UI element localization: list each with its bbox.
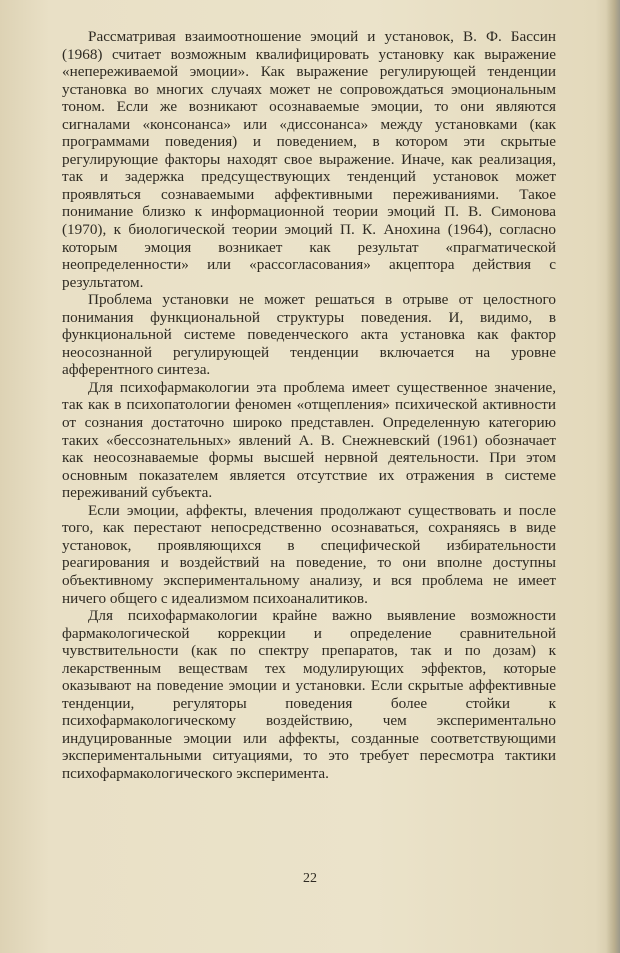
paragraph-5: Для психофармакологии крайне важно выявление возможности фармакологической коррекции и определение сравнительной чувствительности (как по спектру препаратов, так и по дозам) к лекарственным веществам тех модулирующих эффектов, которые оказывают на поведение эмоции и установки. Если скрытые аффективные тенденции, регуляторы поведения более стойки к психофармакологическому воздействию, чем экспериментально индуцированные эмоции или аффекты, созданные соответствующими экспериментальными ситуациями, то это требует пересмотра тактики психофармакологического эксперимента. xyxy=(62,607,556,782)
page-number: 22 xyxy=(303,871,317,886)
paragraph-3: Для психофармакологии эта проблема имеет существенное значение, так как в психопатологии феномен «отщепления» психической активности от сознания достаточно широко представлен. Определенную категорию таких «бессознательных» явлений А. В. Снежневский (1961) обозначает как неосознаваемые формы высшей нервной деятельности. При этом основным показателем является отсутствие их отражения в системе переживаний субъекта. xyxy=(62,378,556,502)
body-text xyxy=(62,28,556,783)
paragraph-2: Проблема установки не может решаться в отрыве от целостного понимания функциональной структуры поведения. И, видимо, в функциональной системе поведенческого акта установка как фактор неосознанной регулирующей тенденции включается на уровне афферентного синтеза. xyxy=(62,291,556,379)
page-edge-shadow xyxy=(606,0,620,953)
paragraph-4: Если эмоции, аффекты, влечения продолжают существовать и после того, как перестают непосредственно осознаваться, сохраняясь в виде установок, проявляющихся в специфической избирательности реагирования и воздействий на поведение, то они вполне доступны объективному экспериментальному анализу, и вся проблема не имеет ничего общего с идеализмом психоаналитиков. xyxy=(62,501,556,607)
paragraph-1: Рассматривая взаимоотношение эмоций и установок, В. Ф. Бассин (1968) считает возможным квалифицировать установку как выражение «непереживаемой эмоции». Как выражение регулирующей тенденции установка во многих случаях может не сопровождаться эмоциональным тоном. Если же возникают осознаваемые эмоции, то они являются сигналами «консонанса» или «диссонанса» между установками (как программами поведения) и поведением, в котором эти скрытые регулирующие факторы находят свое выражение. Иначе, как реализация, так и задержка предсуществующих тенденций установок может проявляться сознаваемыми аффективными переживаниями. Такое понимание близко к информационной теории эмоций П. В. Симонова (1970), к биологической теории эмоций П. К. Анохина (1964), согласно которым эмоция возникает как результат «прагматической неопределенности» или «рассогласования» акцептора действия с результатом. xyxy=(62,28,556,291)
